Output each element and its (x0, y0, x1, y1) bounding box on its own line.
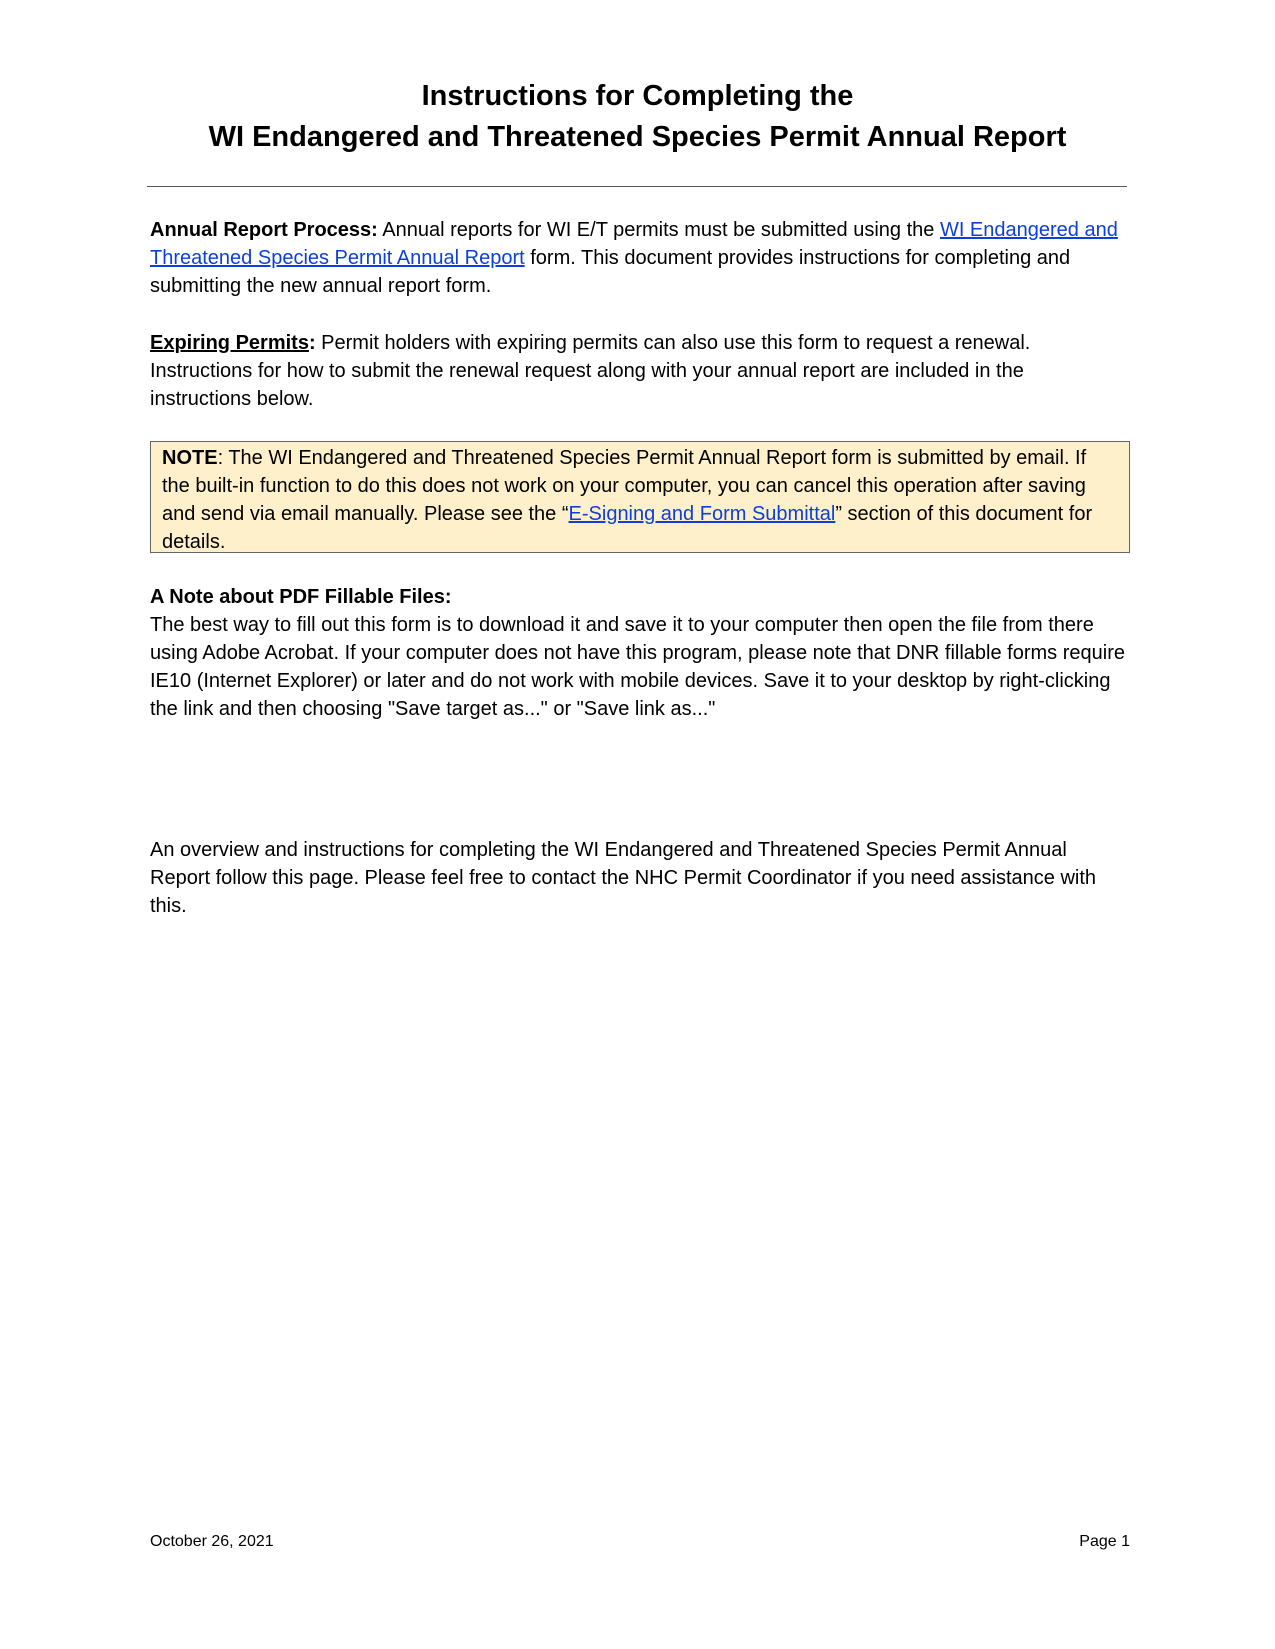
note-callout-box (150, 441, 1130, 553)
annual-report-text-before-link: Annual reports for WI E/T permits must be submitted using the (377, 219, 940, 241)
expiring-permits-colon: : (308, 332, 316, 354)
annual-report-process-paragraph (150, 216, 1130, 300)
annual-report-form-link[interactable]: WI Endangered and Threatened Species Permit Annual Report (150, 219, 1118, 269)
expiring-permits-label: Expiring Permits (150, 332, 309, 354)
overview-paragraph: An overview and instructions for completing the WI Endangered and Threatened Species Permit Annual Report follow this page. Please feel free to contact the NHC Permit Coordinator if you need assistance with this. (150, 839, 1097, 917)
annual-report-text-after-link: form. This document provides instructions for completing and submitting the new annual report form. (150, 247, 1071, 297)
title-divider (147, 186, 1127, 187)
note-text-before-link: : The WI Endangered and Threatened Species Permit Annual Report form is submitted by email. If the built-in function to do this does not work on your computer, you can cancel this operation after saving and send via email manually. Please see the “ (162, 447, 1087, 525)
pdf-fillable-files-body: The best way to fill out this form is to download it and save it to your computer then open the file from there using Adobe Acrobat. If your computer does not have this program, please note that DNR fillable forms require IE10 (Internet Explorer) or later and do not work with mobile devices. Save it to your desktop by right-clicking the link and then choosing "Save target as..." or "Save link as..." (150, 614, 1125, 720)
footer-page-number: Page 1 (1079, 1533, 1130, 1550)
expiring-permits-paragraph (150, 329, 1130, 413)
note-paragraph (162, 442, 1118, 556)
footer-date: October 26, 2021 (150, 1533, 274, 1550)
pdf-fillable-files-heading: A Note about PDF Fillable Files: (150, 586, 452, 608)
document-title-line-2: WI Endangered and Threatened Species Permit Annual Report (208, 121, 1067, 153)
expiring-permits-text: Permit holders with expiring permits can also use this form to request a renewal. Instructions for how to submit the renewal request along with your annual report are included in the instructions below. (150, 332, 1031, 410)
e-signing-section-link[interactable]: E-Signing and Form Submittal (568, 503, 836, 525)
document-title-line-1: Instructions for Completing the (421, 80, 854, 112)
note-text-after-link: ” section of this document for details. (162, 503, 1093, 553)
note-label: NOTE (162, 447, 218, 469)
annual-report-process-label: Annual Report Process: (150, 219, 378, 241)
